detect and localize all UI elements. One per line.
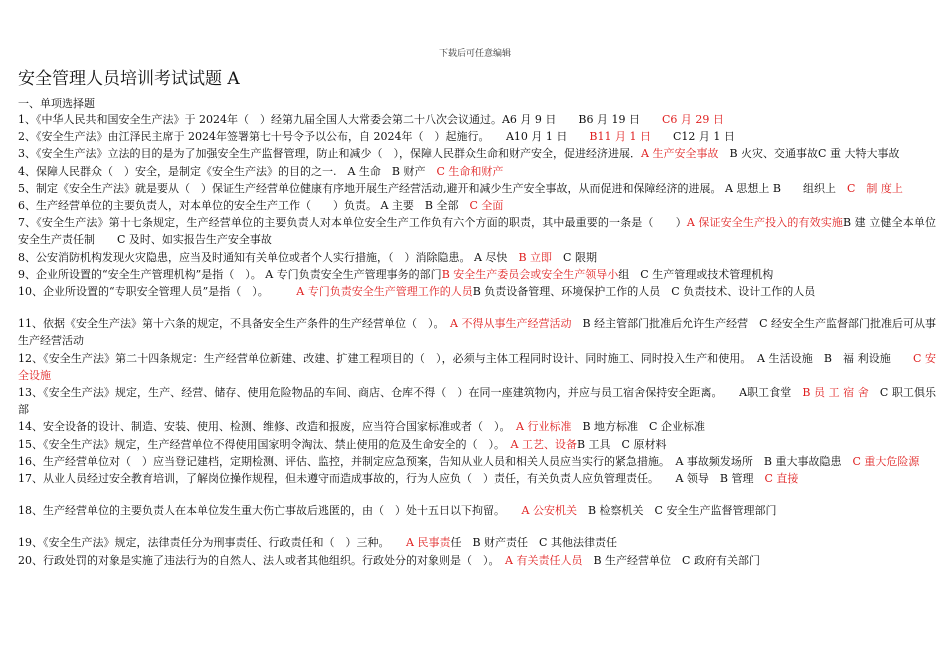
question-text: 1、《中华人民共和国安全生产法》于 2024年（ ）经第九届全国人大常委会第二十八次会议通过。A6 月 9 日 B6 月 19 日 bbox=[18, 113, 662, 126]
question-item bbox=[18, 111, 936, 128]
question-text: 19、《安全生产法》规定，法律责任分为刑事责任、行政责任和（ ）三种。 bbox=[18, 536, 406, 550]
question-item bbox=[18, 453, 936, 470]
question-text: C12 月 1 日 bbox=[650, 130, 735, 144]
question-text: 5、制定《安全生产法》就是要从（ ）保证生产经营单位健康有序地开展生产经营活动,避开和减少生产安全事故，从而促进和保障经济的进展。 A 思想上 B 组织上 bbox=[18, 181, 848, 195]
question-item bbox=[18, 266, 936, 283]
question-item bbox=[18, 283, 936, 300]
question-text: B 生产经营单位 C 政府有关部门 bbox=[582, 553, 760, 567]
question-item bbox=[18, 315, 936, 349]
question-text: 7、《安全生产法》第十七条规定，生产经营单位的主要负责人对本单位安全生产工作负有六个方面的职责，其中最重要的一条是（ ） bbox=[18, 216, 687, 230]
question-text: 8、公安消防机构发现火灾隐患，应当及时通知有关单位或者个人实行措施，（ ）消除隐患。 A 尽快 bbox=[18, 250, 519, 264]
question-text: 4、保障人民群众（ ）安全，是制定《安全生产法》的目的之一. A 生命 B 财产 bbox=[18, 164, 437, 178]
answer-highlight: B 员 工 宿 舍 bbox=[802, 386, 869, 400]
answer-highlight: A 工艺、设备 bbox=[510, 437, 577, 451]
question-text: 9、企业所设置的“安全生产管理机构”是指（ ）。 A 专门负责安全生产管理事务的部门 bbox=[18, 267, 442, 281]
answer-highlight: C 直接 bbox=[764, 472, 799, 486]
question-item bbox=[18, 197, 936, 214]
question-text: B 检察机关 C 安全生产监督管理部门 bbox=[576, 504, 777, 518]
question-text: 18、生产经营单位的主要负责人在本单位发生重大伤亡事故后逃匿的，由（ ）处十五日以下拘留。 bbox=[18, 504, 522, 518]
answer-highlight: A 行业标准 bbox=[516, 420, 572, 434]
question-item bbox=[18, 384, 936, 418]
answer-highlight: A 民事责 bbox=[406, 536, 451, 550]
question-text: 2、《安全生产法》由江泽民主席于 2024年签署第七十号令予以公布，自 2024年（ ）起施行。 A10 月 1 日 bbox=[18, 130, 590, 144]
answer-highlight: A 公安机关 bbox=[521, 504, 577, 518]
question-item bbox=[18, 470, 936, 487]
question-item bbox=[18, 214, 936, 248]
question-text: 14、安全设备的设计、制造、安装、使用、检测、维修、改造和报废，应当符合国家标准或者（ ）。 bbox=[18, 420, 516, 434]
answer-highlight: A 不得从事生产经营活动 bbox=[450, 317, 572, 331]
question-text: 15、《安全生产法》规定，生产经营单位不得使用国家明令淘汰、禁止使用的危及生命安全的（ ）。 bbox=[18, 437, 511, 451]
answer-highlight: B11 月 1 日 bbox=[589, 130, 651, 144]
question-text: B 工具 C 原材料 bbox=[576, 437, 667, 451]
question-text: B 建 立健全本单位安全生产责任制 C 及时、如实报告生产安全事故 bbox=[18, 216, 936, 247]
question-text: 11、依据《安全生产法》第十六条的规定，不具备安全生产条件的生产经营单位（ ）。 bbox=[18, 317, 451, 331]
question-text: C 职工俱乐部 bbox=[18, 386, 936, 417]
question-text: B 负责设备管理、环境保护工作的人员 C 负责技术、设计工作的人员 bbox=[472, 285, 816, 299]
question-text: 任 B 财产责任 C 其他法律责任 bbox=[450, 536, 617, 550]
question-text: 13、《安全生产法》规定，生产、经营、储存、使用危险物品的车间、商店、仓库不得（ ）在同一座建筑物内，并应与员工宿舍保持安全距离。 A职工食堂 bbox=[18, 386, 803, 400]
question-text: B 地方标准 C 企业标准 bbox=[571, 420, 705, 434]
answer-highlight: A 生产安全事故 bbox=[641, 147, 719, 161]
question-item bbox=[18, 552, 936, 569]
question-text: C 限期 bbox=[552, 250, 597, 264]
answer-highlight: C 重大危险源 bbox=[852, 454, 920, 468]
question-item bbox=[18, 128, 936, 145]
question-text: 16、生产经营单位对（ ）应当登记建档，定期检测、评估、监控，并制定应急预案，告知从业人员和相关人员应当实行的紧急措施。 A 事故频发场所 B 重大事故隐患 bbox=[18, 454, 853, 468]
answer-highlight: C6 月 29 日 bbox=[662, 113, 724, 126]
question-text: 17、从业人员经过安全教育培训，了解岗位操作规程，但未遵守而造成事故的，行为人应负（ ）责任，有关负责人应负管理责任。 A 领导 B 管理 bbox=[18, 472, 765, 486]
answer-highlight: C 安全设施 bbox=[18, 351, 936, 382]
question-item bbox=[18, 502, 936, 519]
answer-highlight: C 生命和财产 bbox=[436, 164, 504, 178]
question-item bbox=[18, 418, 936, 435]
question-text: 6、生产经营单位的主要负责人，对本单位的安全生产工作（ ）负责。 A 主要 B 全部 bbox=[18, 199, 470, 213]
section-heading: 一、单项选择题 bbox=[18, 97, 95, 110]
question-text: B 火灾、交通事故C 重 大特大事故 bbox=[718, 147, 900, 161]
question-text: 3、《安全生产法》立法的目的是为了加强安全生产监督管理，防止和减少（ ），保障人民群众生命和财产安全，促进经济进展． bbox=[18, 147, 641, 161]
answer-highlight: A 有关责任人员 bbox=[505, 553, 583, 567]
answer-highlight: B 安全生产委员会或安全生产领导小 bbox=[441, 267, 619, 281]
question-item bbox=[18, 180, 936, 197]
question-item bbox=[18, 163, 936, 180]
answer-highlight: A 专门负责安全生产管理工作的人员 bbox=[296, 285, 473, 299]
answer-highlight: C 制 度上 bbox=[847, 181, 903, 195]
answer-highlight: B 立即 bbox=[518, 250, 553, 264]
question-list bbox=[18, 111, 936, 569]
answer-highlight: C 全面 bbox=[469, 199, 504, 213]
question-text: 10、企业所设置的“专职安全管理人员”是指（ ）。 bbox=[18, 285, 297, 299]
page-header-note: 下载后可任意编辑 bbox=[438, 49, 511, 59]
question-item bbox=[18, 249, 936, 266]
answer-highlight: A 保证安全生产投入的有效实施 bbox=[686, 216, 843, 230]
question-item bbox=[18, 350, 936, 384]
question-item bbox=[18, 534, 936, 551]
question-item bbox=[18, 145, 936, 162]
question-text: 20、行政处罚的对象是实施了违法行为的自然人、法人或者其他组织。行政处分的对象则是（ ）。 bbox=[18, 553, 505, 567]
question-text: 12、《安全生产法》第二十四条规定：生产经营单位新建、改建、扩建工程项目的（ ），必须与主体工程同时设计、同时施工、同时投入生产和使用。 A 生活设施 B 福 利设施 bbox=[18, 351, 914, 365]
question-text: B 经主管部门批准后允许生产经营 C 经安全生产监督部门批准后可从事生产经营活动 bbox=[18, 317, 936, 348]
question-item bbox=[18, 436, 936, 453]
page-title: 安全管理人员培训考试试题 A bbox=[18, 69, 240, 89]
question-text: 组 C 生产管理或技术管理机构 bbox=[618, 267, 774, 281]
